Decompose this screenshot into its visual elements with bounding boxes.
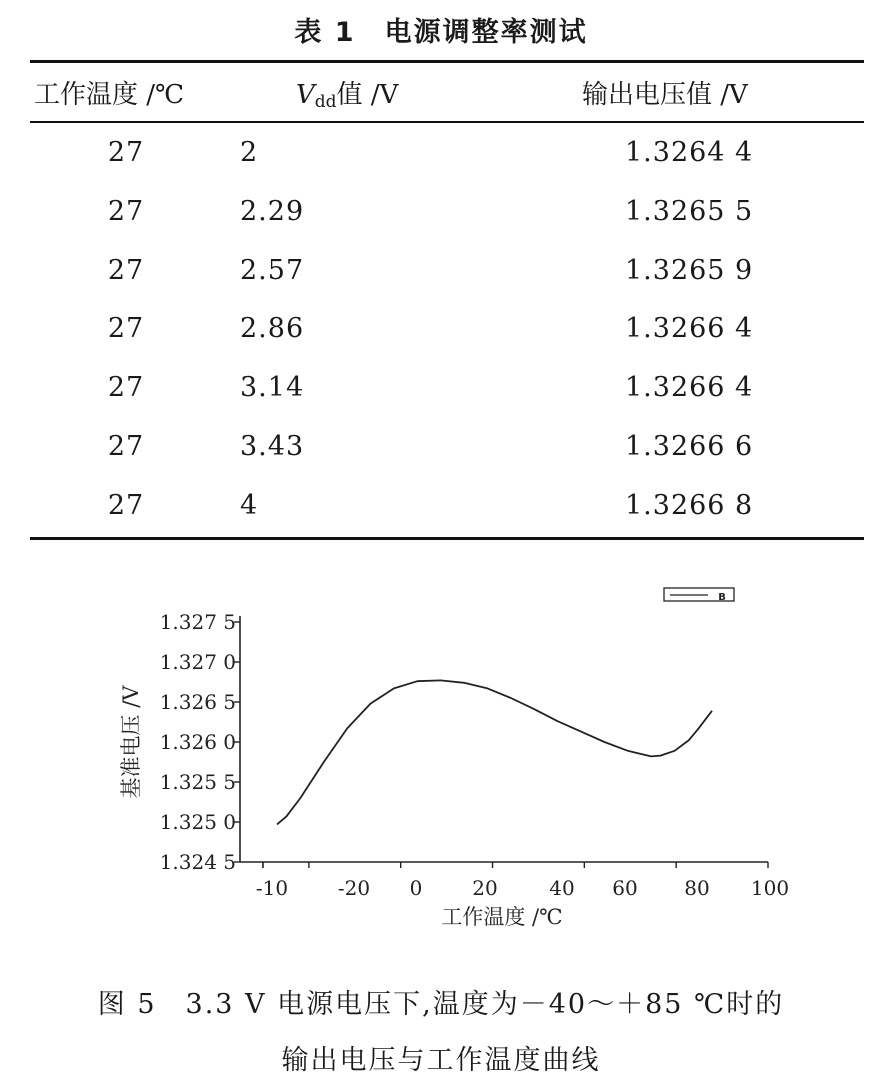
row-3-vdd: 2.57 xyxy=(240,255,305,286)
x-axis-ticks xyxy=(256,862,789,900)
header-vdd-symbol: V xyxy=(296,80,315,110)
table-top-rule xyxy=(30,60,864,63)
header-vdd-subscript: dd xyxy=(314,92,337,112)
row-7-vout: 1.3266 8 xyxy=(625,490,754,521)
x-tick-label: 80 xyxy=(684,876,710,900)
x-tick-label: 60 xyxy=(612,876,638,900)
figure-caption-line-2: 输出电压与工作温度曲线 xyxy=(281,1045,601,1076)
row-4-vdd: 2.86 xyxy=(240,313,305,344)
y-axis-label: 基准电压 /V xyxy=(119,685,143,799)
row-5-temp: 27 xyxy=(107,372,145,403)
figure-caption-line-1: 图 5 3.3 V 电源电压下,温度为－40～＋85 ℃时的 xyxy=(97,989,785,1020)
table-title: 表 1 电源调整率测试 xyxy=(294,17,588,48)
row-5-vdd: 3.14 xyxy=(240,372,305,403)
chart-legend xyxy=(664,588,734,603)
row-6-vout: 1.3266 6 xyxy=(625,431,754,462)
header-temp: 工作温度 /℃ xyxy=(34,80,185,110)
row-5-vout: 1.3266 4 xyxy=(625,372,754,403)
y-tick-label: 1.324 5 xyxy=(159,850,236,874)
row-4-vout: 1.3266 4 xyxy=(625,313,754,344)
row-1-vout: 1.3264 4 xyxy=(625,137,754,168)
row-1-vdd: 2 xyxy=(240,137,259,168)
x-tick-label: 100 xyxy=(750,876,790,900)
chart-series xyxy=(277,680,712,824)
y-axis-ticks xyxy=(160,610,240,874)
row-6-vdd: 3.43 xyxy=(240,431,305,462)
row-6-temp: 27 xyxy=(107,431,145,462)
row-2-vout: 1.3265 5 xyxy=(625,196,754,227)
row-2-vdd: 2.29 xyxy=(240,196,305,227)
row-7-temp: 27 xyxy=(107,490,145,521)
y-tick-label: 1.325 5 xyxy=(159,770,236,794)
y-tick-label: 1.325 0 xyxy=(159,810,236,834)
y-tick-label: 1.326 0 xyxy=(159,730,236,754)
header-vdd xyxy=(296,74,398,112)
row-4-temp: 27 xyxy=(107,313,145,344)
y-tick-label: 1.327 5 xyxy=(159,610,236,634)
x-tick-label: 0 xyxy=(409,876,423,900)
row-3-vout: 1.3265 9 xyxy=(625,255,754,286)
row-1-temp: 27 xyxy=(107,137,145,168)
table-bottom-rule xyxy=(30,537,864,540)
row-7-vdd: 4 xyxy=(240,490,259,521)
y-tick-label: 1.327 0 xyxy=(159,650,236,674)
table-header-rule xyxy=(30,121,864,123)
header-vout: 输出电压值 /V xyxy=(582,80,748,110)
series-line-B xyxy=(277,680,712,824)
x-tick-label: 20 xyxy=(472,876,498,900)
legend-label: B xyxy=(718,592,726,603)
x-tick-label: 40 xyxy=(549,876,575,900)
y-tick-label: 1.326 5 xyxy=(159,690,236,714)
row-2-temp: 27 xyxy=(107,196,145,227)
x-axis-label: 工作温度 /℃ xyxy=(441,905,563,929)
x-tick-label: -20 xyxy=(337,876,371,900)
x-tick-label: -10 xyxy=(255,876,289,900)
row-3-temp: 27 xyxy=(107,255,145,286)
voltage-temperature-chart xyxy=(0,560,882,940)
header-vdd-unit: 值 /V xyxy=(336,80,399,110)
